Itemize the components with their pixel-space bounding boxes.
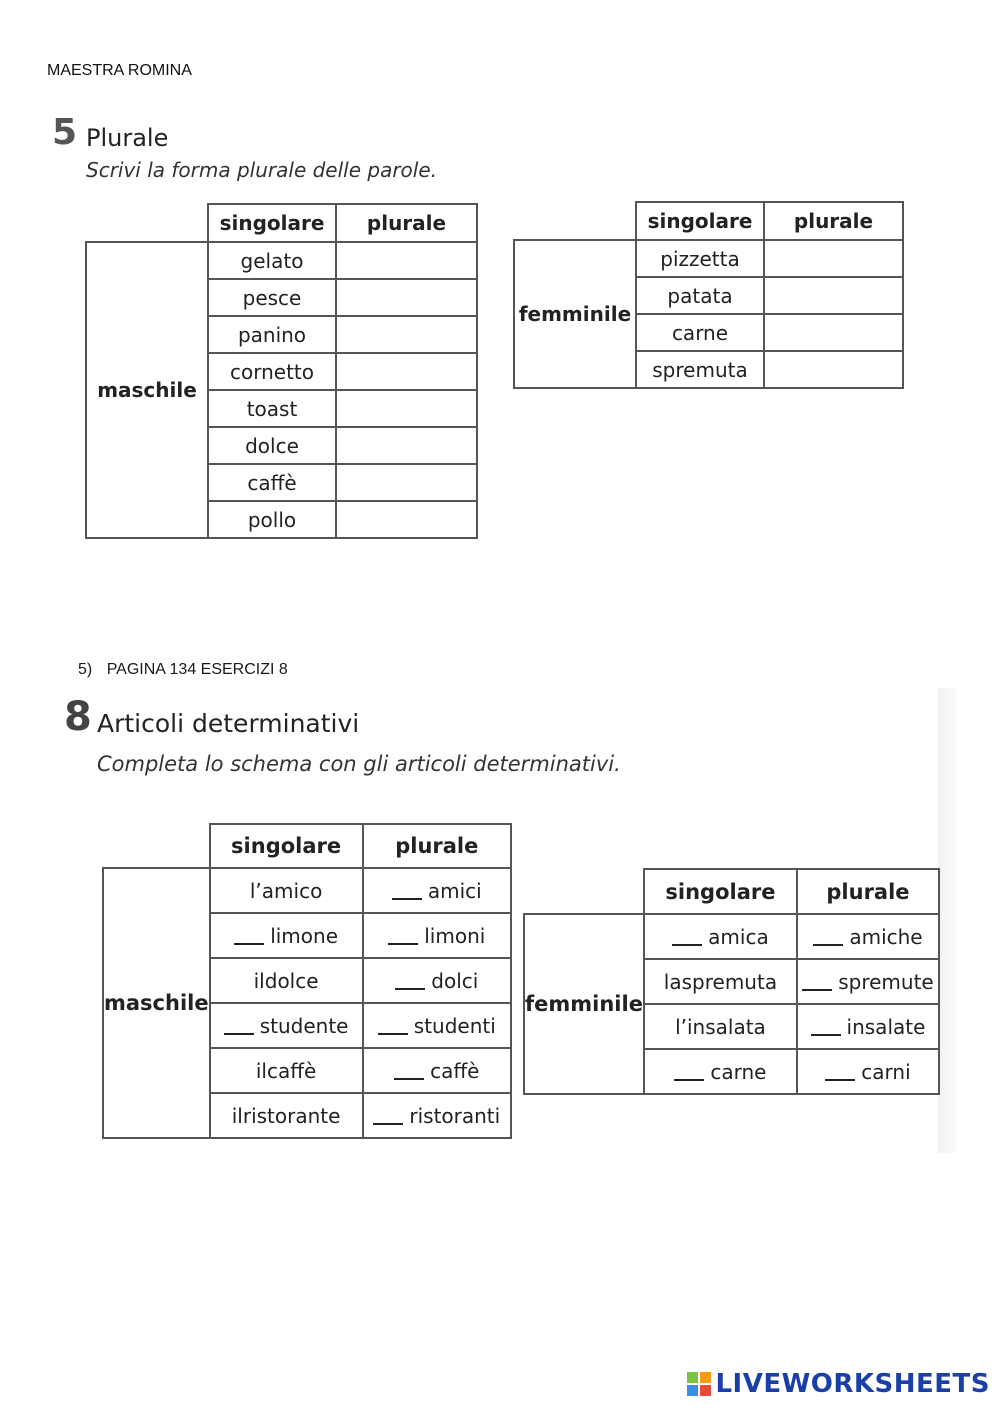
singular-cell: [644, 1004, 797, 1049]
femminile-gender-label: femminile: [514, 240, 636, 388]
column-header-plurale: plurale: [336, 204, 477, 242]
singular-article: il: [255, 1058, 267, 1083]
section-note-text: PAGINA 134 ESERCIZI 8: [106, 661, 288, 678]
blank-corner: [86, 204, 208, 242]
singular-article: la: [663, 969, 682, 994]
singular-word: dolce: [208, 427, 336, 464]
femminile-gender-label: femminile: [524, 914, 644, 1094]
logo-square-red: [700, 1385, 711, 1396]
blank-corner: [514, 202, 636, 240]
singular-word: caffè: [266, 1058, 317, 1083]
plural-answer-input[interactable]: [768, 247, 898, 270]
plural-answer-input[interactable]: [341, 286, 473, 309]
singular-word: pollo: [208, 501, 336, 538]
plural-word: carni: [861, 1059, 911, 1084]
plural-answer-input[interactable]: [341, 397, 473, 420]
plural-article-blank[interactable]: [395, 988, 425, 990]
singular-word: caffè: [208, 464, 336, 501]
plural-answer-input[interactable]: [341, 323, 473, 346]
plural-article-blank[interactable]: [802, 989, 832, 991]
exercise-5-instruction: Scrivi la forma plurale delle parole.: [86, 158, 438, 182]
plural-cell: [363, 913, 511, 958]
singular-cell: [210, 1048, 363, 1093]
plural-answer-input[interactable]: [341, 360, 473, 383]
plural-cell: [797, 1049, 939, 1094]
singular-word: studente: [259, 1013, 349, 1038]
singular-word: amico: [261, 878, 323, 903]
singular-word: patata: [636, 277, 764, 314]
plural-cell: [363, 1093, 511, 1138]
plural-answer-cell: [336, 316, 477, 353]
maschile-gender-label: maschile: [86, 242, 208, 538]
singular-article: l’: [675, 1014, 687, 1039]
plural-answer-cell: [336, 242, 477, 279]
articoli-femminile-table: [523, 868, 940, 1095]
singular-article-blank[interactable]: [674, 1079, 704, 1081]
singular-word: pesce: [208, 279, 336, 316]
plural-answer-cell: [336, 353, 477, 390]
plural-answer-input[interactable]: [768, 358, 898, 381]
plural-cell: [797, 959, 939, 1004]
singular-article-blank[interactable]: [672, 944, 702, 946]
plural-cell: [797, 1004, 939, 1049]
singular-word: amica: [708, 924, 769, 949]
maschile-gender-label: maschile: [103, 868, 210, 1138]
plural-answer-input[interactable]: [341, 249, 473, 272]
plural-article-blank[interactable]: [825, 1079, 855, 1081]
plural-word: caffè: [430, 1058, 480, 1083]
section-note: [78, 661, 288, 679]
plural-article-blank[interactable]: [811, 1034, 841, 1036]
scan-edge-shadow: [938, 688, 956, 1153]
column-header-plurale: plurale: [797, 869, 939, 914]
plural-word: insalate: [846, 1014, 926, 1039]
singular-article-blank[interactable]: [234, 943, 264, 945]
plural-word: dolci: [431, 968, 479, 993]
singular-article: il: [253, 968, 265, 993]
singular-word: spremuta: [636, 351, 764, 388]
exercise-8-instruction: Completa lo schema con gli articoli determinativi.: [97, 752, 621, 776]
singular-word: gelato: [208, 242, 336, 279]
plural-word: spremute: [838, 969, 934, 994]
blank-corner: [103, 824, 210, 868]
singular-cell: [644, 914, 797, 959]
plural-answer-cell: [764, 351, 903, 388]
plural-answer-input[interactable]: [341, 471, 473, 494]
plural-answer-cell: [336, 427, 477, 464]
plural-answer-input[interactable]: [341, 508, 473, 531]
logo-square-orange: [700, 1372, 711, 1383]
singular-cell: [210, 1093, 363, 1138]
plural-article-blank[interactable]: [394, 1078, 424, 1080]
plural-answer-input[interactable]: [768, 321, 898, 344]
singular-cell: [644, 959, 797, 1004]
worksheet-author: MAESTRA ROMINA: [47, 62, 192, 79]
singular-word: limone: [270, 923, 338, 948]
singular-word: pizzetta: [636, 240, 764, 277]
table-row: [103, 868, 511, 913]
singular-word: cornetto: [208, 353, 336, 390]
plural-answer-cell: [336, 279, 477, 316]
singular-word: panino: [208, 316, 336, 353]
articoli-maschile-table: [102, 823, 512, 1139]
singular-cell: [210, 958, 363, 1003]
plural-cell: [363, 1048, 511, 1093]
plural-answer-cell: [336, 464, 477, 501]
section-note-number: 5): [78, 661, 93, 678]
plural-article-blank[interactable]: [388, 943, 418, 945]
column-header-singolare: singolare: [636, 202, 764, 240]
singular-word: ristorante: [242, 1103, 341, 1128]
plural-word: ristoranti: [409, 1103, 501, 1128]
plural-answer-cell: [764, 277, 903, 314]
plural-article-blank[interactable]: [392, 898, 422, 900]
logo-square-blue: [687, 1385, 698, 1396]
exercise-5-title: Plurale: [86, 124, 169, 152]
plural-answer-cell: [764, 240, 903, 277]
singular-cell: [644, 1049, 797, 1094]
plural-word: limoni: [424, 923, 486, 948]
plural-answer-input[interactable]: [768, 284, 898, 307]
singular-article: l’: [249, 878, 262, 903]
singular-word: toast: [208, 390, 336, 427]
column-header-singolare: singolare: [210, 824, 363, 868]
plural-answer-cell: [336, 501, 477, 538]
column-header-singolare: singolare: [208, 204, 336, 242]
singular-word: carne: [710, 1059, 767, 1084]
plural-cell: [797, 914, 939, 959]
plural-article-blank[interactable]: [378, 1033, 408, 1035]
singular-cell: [210, 913, 363, 958]
plural-article-blank[interactable]: [813, 944, 843, 946]
plurale-femminile-table: [513, 201, 904, 389]
plural-cell: [363, 868, 511, 913]
exercise-5-number: 5: [52, 112, 78, 153]
plural-answer-cell: [336, 390, 477, 427]
table-row: [524, 914, 939, 959]
singular-word: insalata: [686, 1014, 766, 1039]
table-row: [514, 240, 903, 277]
plural-answer-cell: [764, 314, 903, 351]
singular-cell: [210, 1003, 363, 1048]
plural-word: amiche: [849, 924, 923, 949]
singular-article-blank[interactable]: [224, 1033, 254, 1035]
singular-word: dolce: [264, 968, 319, 993]
exercise-8-title: Articoli determinativi: [97, 709, 360, 738]
singular-article: il: [231, 1103, 243, 1128]
singular-cell: [210, 868, 363, 913]
exercise-8-number: 8: [64, 694, 92, 740]
column-header-plurale: plurale: [363, 824, 511, 868]
liveworksheets-logo: [687, 1369, 990, 1399]
column-header-plurale: plurale: [764, 202, 903, 240]
logo-square-green: [687, 1372, 698, 1383]
plural-article-blank[interactable]: [373, 1123, 403, 1125]
singular-word: spremuta: [681, 969, 778, 994]
blank-corner: [524, 869, 644, 914]
plural-cell: [363, 958, 511, 1003]
column-header-singolare: singolare: [644, 869, 797, 914]
plural-cell: [363, 1003, 511, 1048]
plural-answer-input[interactable]: [341, 434, 473, 457]
plurale-maschile-table: [85, 203, 478, 539]
plural-word: studenti: [413, 1013, 496, 1038]
brand-name: LIVEWORKSHEETS: [715, 1369, 990, 1399]
plural-word: amici: [427, 878, 482, 903]
singular-word: carne: [636, 314, 764, 351]
logo-mark: [687, 1372, 711, 1396]
table-row: [86, 242, 477, 279]
